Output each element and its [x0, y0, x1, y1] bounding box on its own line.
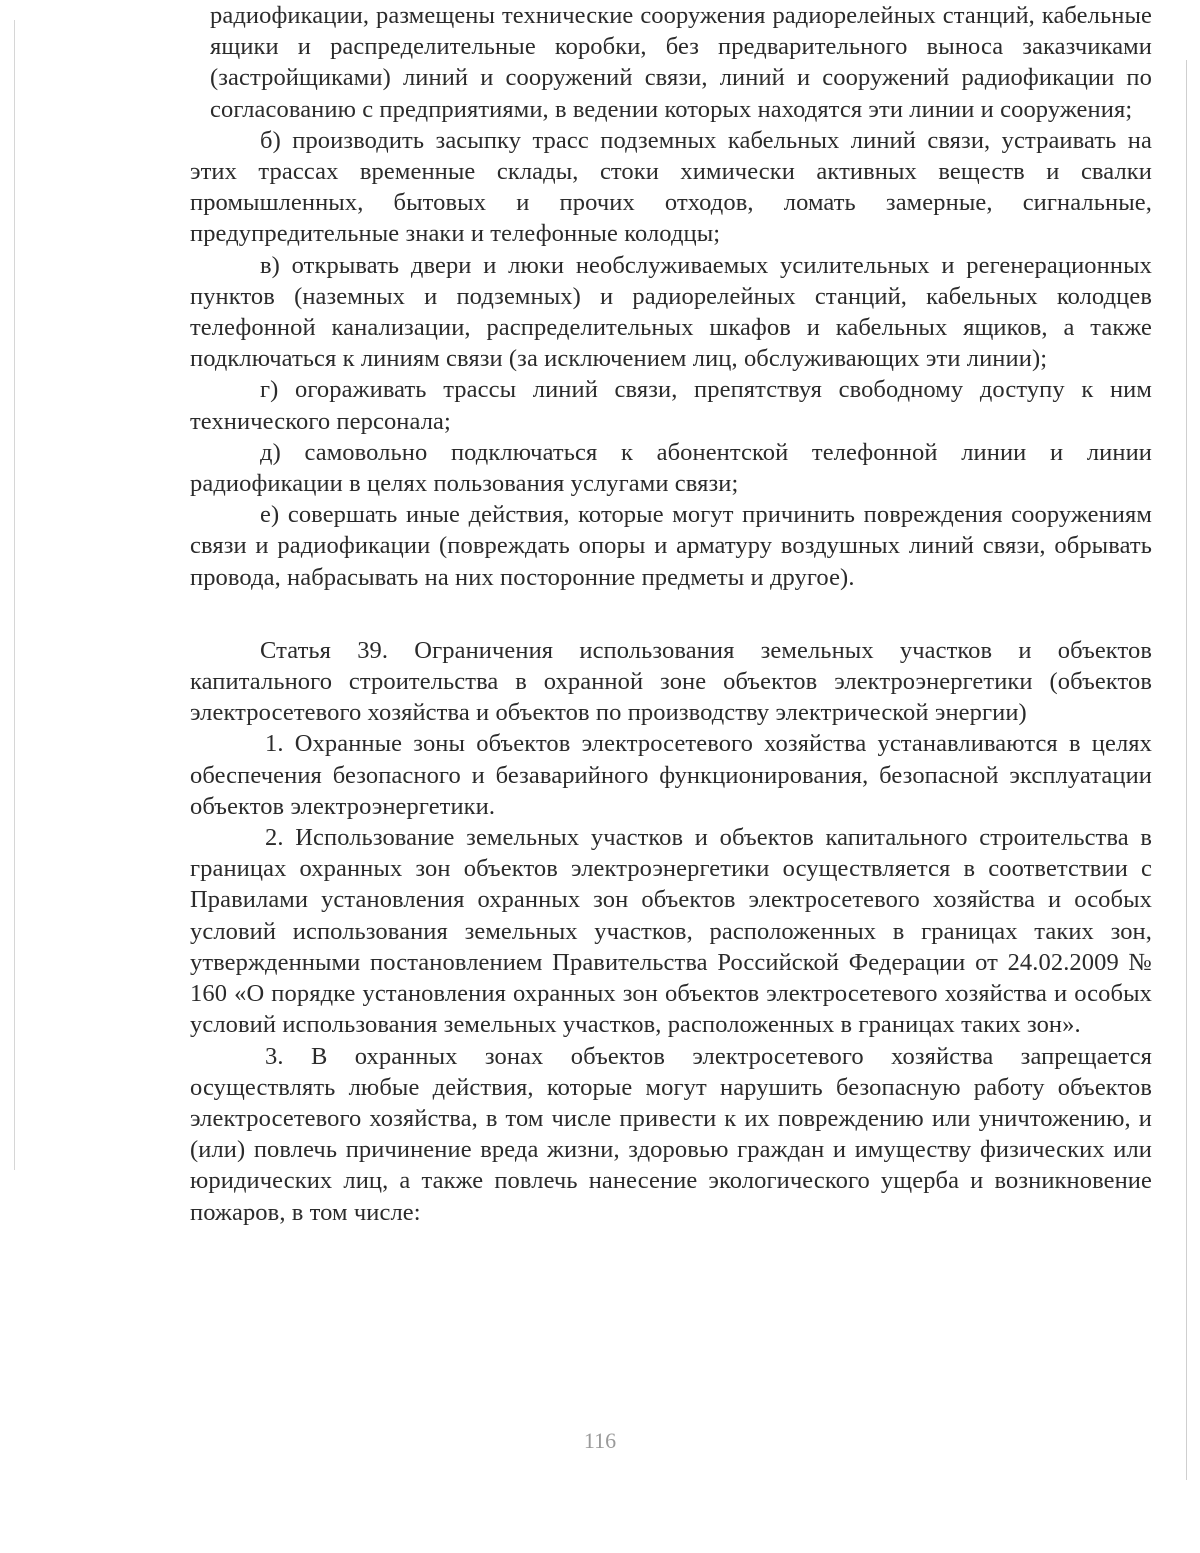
section-gap	[190, 593, 1152, 635]
paragraph-item-b: б) производить засыпку трасс подземных кабельных линий связи, устраивать на этих трассах временные склады, стоки химически активных веществ и свалки промышленных, бытовых и прочих отходов, ломать замерные, сигнальные, предупредительные знаки и телефонные колодцы;	[190, 126, 1152, 248]
numbered-paragraph-1: 1. Охранные зоны объектов электросетевого хозяйства устанавливаются в целях обеспечения безопасного и безаварийного функционирования, безопасной эксплуатации объектов электроэнергетики.	[190, 730, 1152, 820]
scan-edge-right	[1186, 60, 1187, 1480]
paragraph-item-e: е) совершать иные действия, которые могут причинить повреждения сооружениям связи и радиофикации (повреждать опоры и арматуру воздушных линий связи, обрывать провода, набрасывать на них посторонние предметы и другое).	[190, 501, 1152, 591]
numbered-paragraph-3: 3. В охранных зонах объектов электросетевого хозяйства запрещается осуществлять любые действия, которые могут нарушить безопасную работу объектов электросетевого хозяйства, в том числе привести к их повреждению или уничтожению, и (или) повлечь причинение вреда жизни, здоровью граждан и имуществу физических или юридических лиц, а также повлечь нанесение экологического ущерба и возникновение пожаров, в том числе:	[190, 1042, 1152, 1226]
document-page	[190, 0, 1152, 1228]
numbered-paragraph-2: 2. Использование земельных участков и объектов капитального строительства в границах охранных зон объектов электроэнергетики осуществляется в соответствии с Правилами установления охранных зон объектов электросетевого хозяйства и особых условий использования земельных участков, расположенных в границах таких зон, утвержденными постановлением Правительства Российской Федерации от 24.02.2009 № 160 «О порядке установления охранных зон объектов электросетевого хозяйства и особых условий использования земельных участков, расположенных в границах таких зон».	[190, 824, 1152, 1039]
page-number: 116	[583, 1428, 617, 1453]
scan-edge-left	[14, 20, 15, 1170]
article-heading: Статья 39. Ограничения использования земельных участков и объектов капитального строительства в охранной зоне объектов электроэнергетики (объектов электросетевого хозяйства и объектов по производству электрической энергии)	[190, 636, 1152, 727]
paragraph-item-v: в) открывать двери и люки необслуживаемых усилительных и регенерационных пунктов (наземных и подземных) и радиорелейных станций, кабельных колодцев телефонной канализации, распределительных шкафов и кабельных ящиков, а также подключаться к линиям связи (за исключением лиц, обслуживающих эти линии);	[190, 251, 1152, 373]
paragraph-continuation: радиофикации, размещены технические сооружения радиорелейных станций, кабельные ящики и распределительные коробки, без предварительного выноса заказчиками (застройщиками) линий и сооружений связи, линий и сооружений радиофикации по согласованию с предприятиями, в ведении которых находятся эти линии и сооружения;	[210, 2, 1152, 123]
paragraph-item-g: г) огораживать трассы линий связи, препятствуя свободному доступу к ним технического персонала;	[190, 376, 1152, 435]
paragraph-item-d: д) самовольно подключаться к абонентской телефонной линии и линии радиофикации в целях пользования услугами связи;	[190, 438, 1152, 498]
